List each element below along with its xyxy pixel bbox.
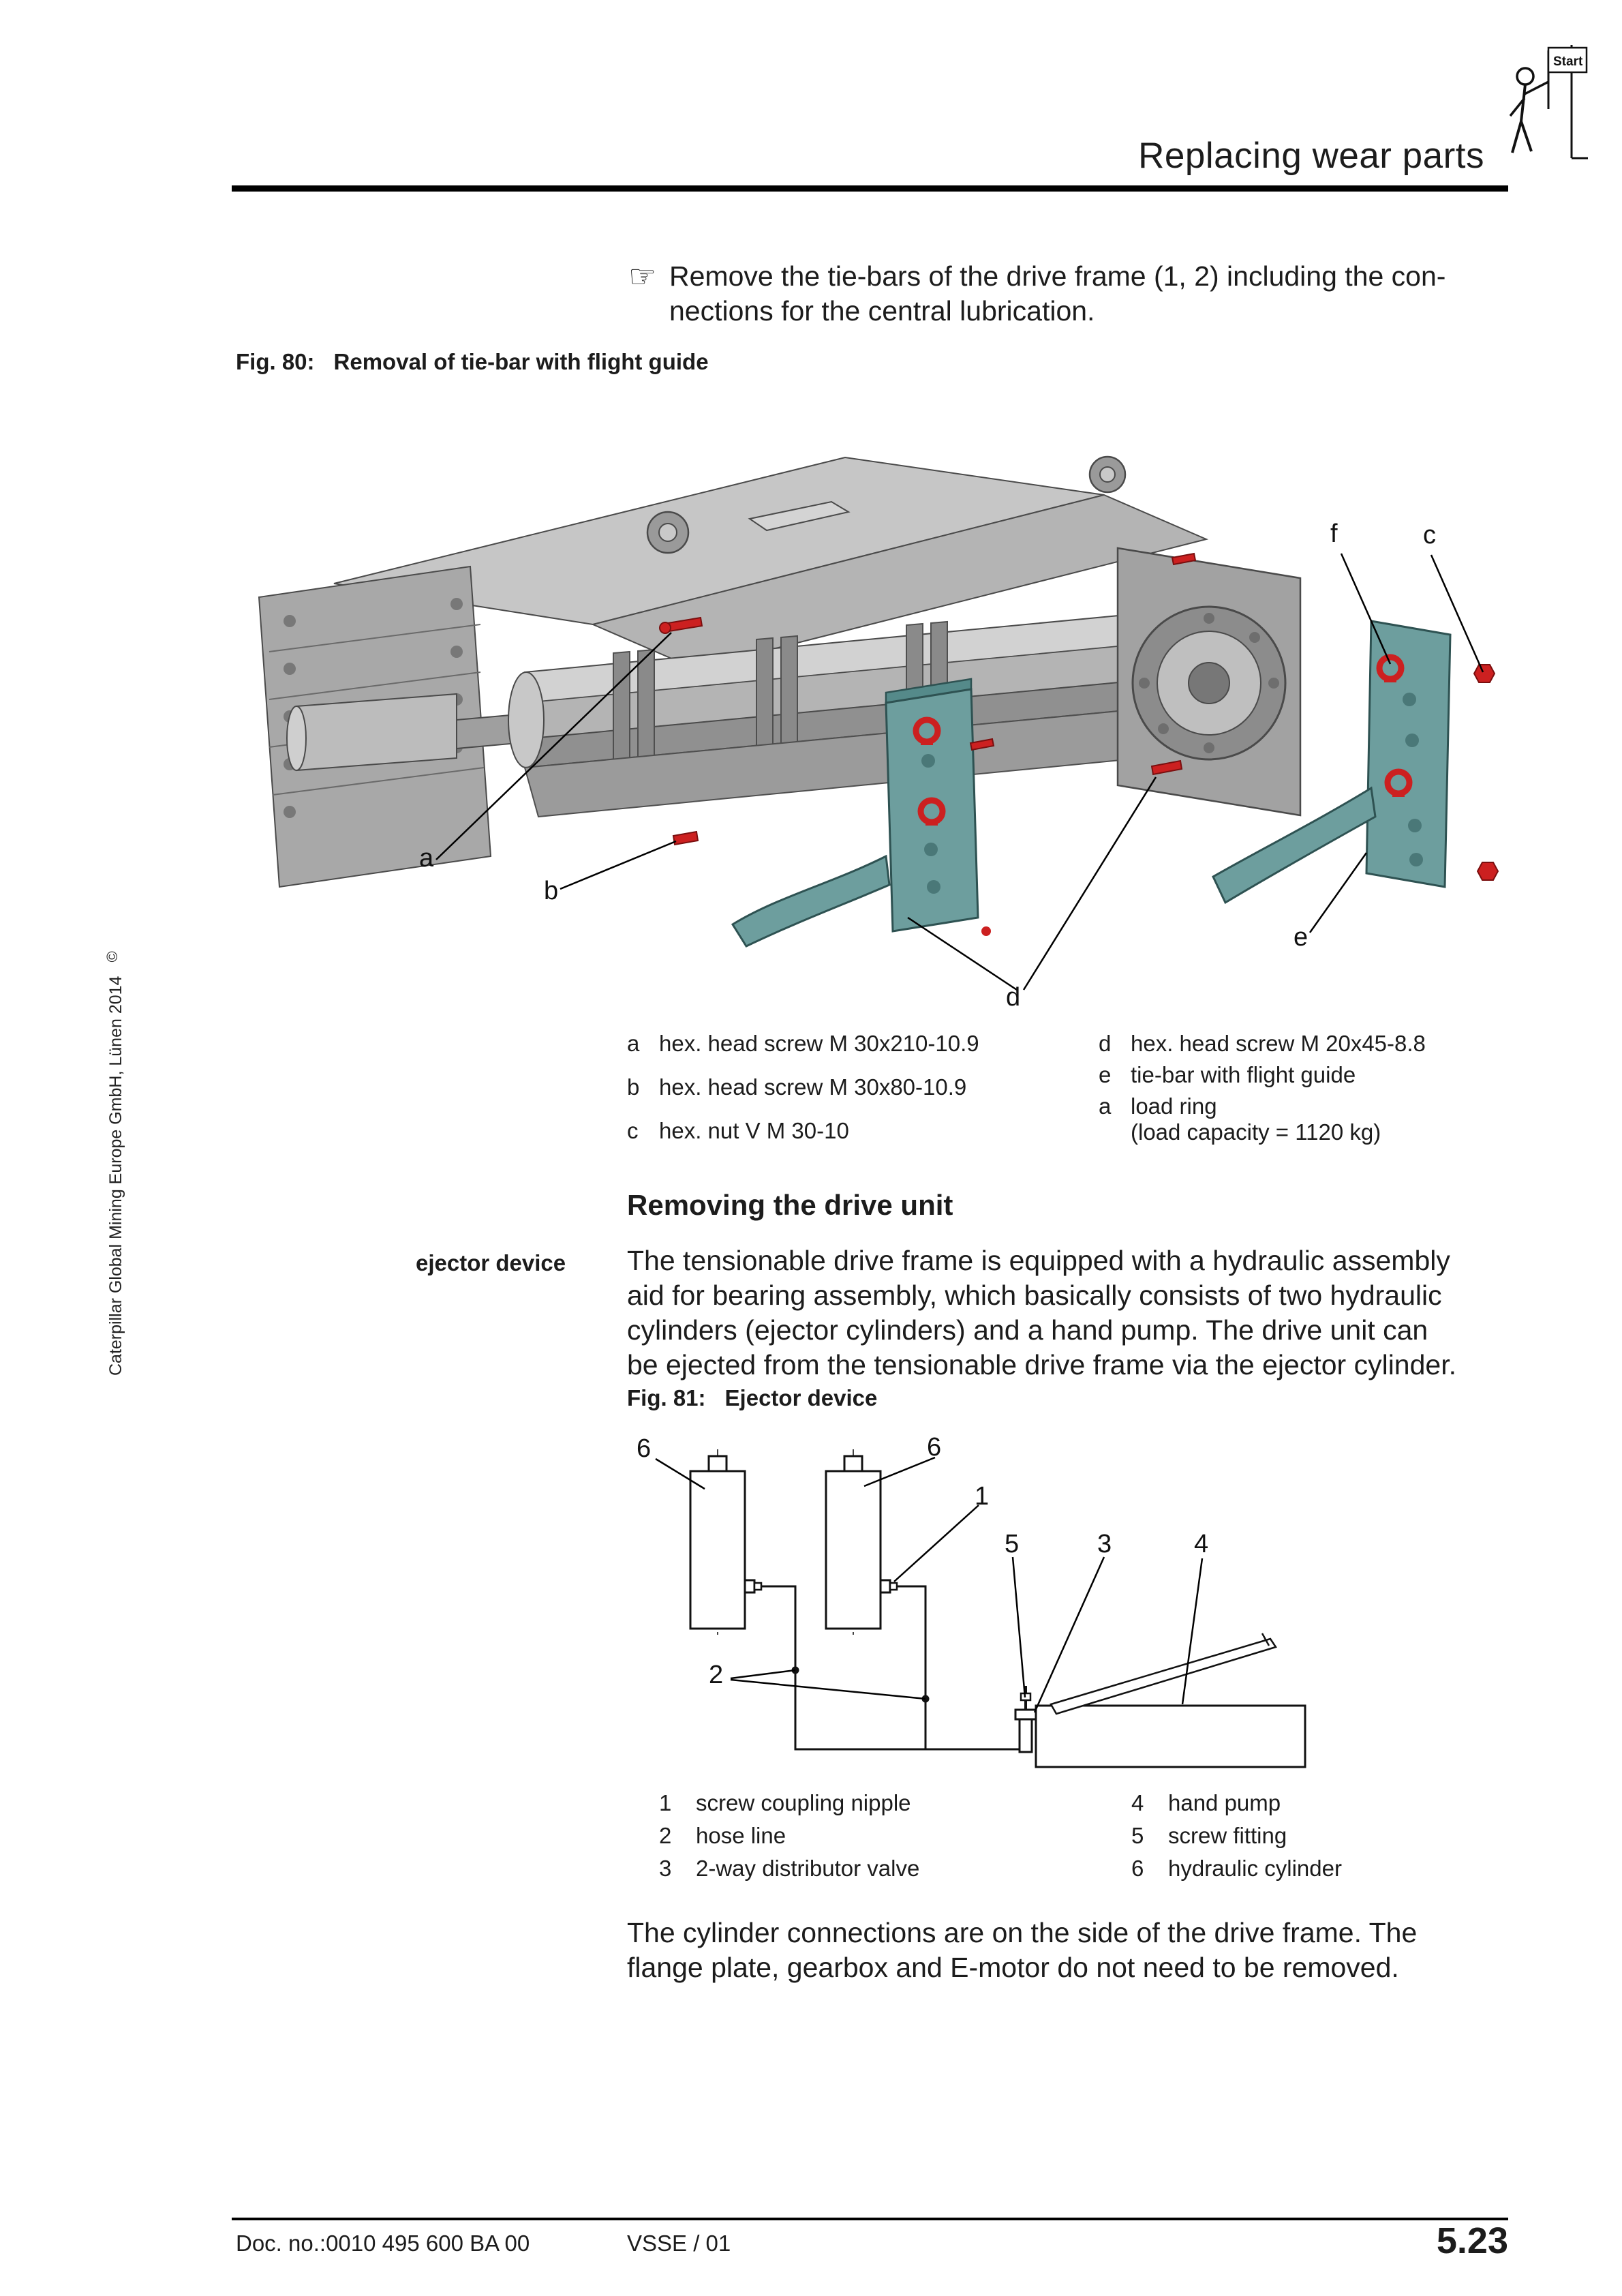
legend-key: 6 [1131, 1856, 1144, 1881]
legend-row [659, 1856, 919, 1882]
legend-row [1099, 1093, 1426, 1119]
legend-row [627, 1118, 979, 1144]
header-rule [232, 185, 1508, 192]
paragraph-line: be ejected from the tensionable drive frame via the ejector cylinder. [627, 1349, 1456, 1380]
fig81-legend-right [1131, 1790, 1342, 1882]
instruction-line: Remove the tie-bars of the drive frame (1, 2) including the con- [669, 260, 1446, 292]
fig80-label-e: e [1294, 923, 1309, 952]
fig80-label-b: b [544, 877, 559, 905]
legend-key: a [1099, 1093, 1112, 1119]
legend-text: hydraulic cylinder [1168, 1856, 1342, 1881]
section-paragraph [627, 1243, 1527, 1383]
fig81-label-4: 4 [1194, 1530, 1209, 1558]
legend-key: c [627, 1118, 639, 1143]
instruction-line: nections for the central lubrication. [669, 295, 1095, 327]
vertical-copyright [104, 951, 126, 1376]
fig80-caption-title: Removal of tie-bar with flight guide [333, 349, 709, 374]
page-title: Replacing wear parts [1138, 136, 1484, 176]
copyright-text: Caterpillar Global Mining Europe GmbH, Lünen 2014 [106, 976, 125, 1376]
fig80-label-d: d [1006, 983, 1021, 1012]
fig80-illustration [232, 379, 1513, 1027]
legend-text: screw coupling nipple [696, 1790, 911, 1815]
paragraph-line: flange plate, gearbox and E-motor do not need to be removed. [627, 1952, 1399, 1983]
fig81-label-5: 5 [1005, 1530, 1020, 1558]
fig81-schematic [627, 1423, 1363, 1781]
legend-row [627, 1074, 979, 1100]
legend-key: 2 [659, 1823, 672, 1848]
legend-key: d [1099, 1031, 1112, 1056]
start-figure-icon [1490, 41, 1591, 183]
instruction-text [669, 259, 1445, 329]
legend-text: hex. head screw M 20x45-8.8 [1131, 1031, 1426, 1056]
legend-row [1099, 1062, 1426, 1088]
legend-text: hex. head screw M 30x80-10.9 [659, 1074, 967, 1100]
fig81-caption-label: Fig. 81: [627, 1385, 706, 1410]
legend-row [1131, 1823, 1342, 1849]
fig80-caption [236, 349, 709, 375]
fig80-legend-right [1099, 1031, 1426, 1145]
legend-row [1131, 1856, 1342, 1882]
legend-key: b [627, 1074, 640, 1100]
legend-key: 3 [659, 1856, 672, 1881]
instruction-block [628, 259, 1528, 329]
fig80-label-f: f [1330, 519, 1338, 548]
legend-key: 5 [1131, 1823, 1144, 1848]
start-flag-label: Start [1553, 55, 1583, 69]
legend-text: load ring [1131, 1093, 1217, 1119]
footer-code: VSSE / 01 [627, 2231, 731, 2256]
legend-text: hex. nut V M 30-10 [659, 1118, 849, 1143]
fig81-label-6-right: 6 [927, 1433, 942, 1462]
margin-label-ejector-device: ejector device [416, 1250, 566, 1275]
footer-doc-number: Doc. no.:0010 495 600 BA 00 [236, 2231, 530, 2256]
legend-text: hand pump [1168, 1790, 1281, 1815]
fig81-label-1: 1 [975, 1482, 990, 1511]
legend-key: e [1099, 1062, 1112, 1087]
paragraph-line: The tensionable drive frame is equipped with a hydraulic assembly [627, 1245, 1450, 1276]
legend-row [627, 1031, 979, 1057]
footer-rule [232, 2218, 1508, 2220]
legend-row [1131, 1790, 1342, 1816]
paragraph-line: cylinders (ejector cylinders) and a hand pump. The drive unit can [627, 1314, 1428, 1346]
legend-note [1131, 1119, 1426, 1145]
legend-text: 2-way distributor valve [696, 1856, 920, 1881]
fig80-legend-left [627, 1031, 979, 1144]
legend-text: tie-bar with flight guide [1131, 1062, 1356, 1087]
closing-paragraph [627, 1916, 1527, 1985]
fig80-figure [232, 379, 1513, 1027]
legend-key: 1 [659, 1790, 672, 1815]
paragraph-line: The cylinder connections are on the side of the drive frame. The [627, 1917, 1418, 1948]
page-number: 5.23 [1436, 2220, 1508, 2261]
legend-row [659, 1790, 919, 1816]
fig81-caption [627, 1385, 877, 1411]
fig80-caption-label: Fig. 80: [236, 349, 315, 374]
fig81-caption-title: Ejector device [724, 1385, 878, 1410]
paragraph-line: aid for bearing assembly, which basically consists of two hydraulic [627, 1280, 1442, 1311]
legend-text: hose line [696, 1823, 786, 1848]
copyright-symbol: © [104, 951, 121, 963]
fig81-figure [627, 1423, 1363, 1781]
legend-text: screw fitting [1168, 1823, 1287, 1848]
legend-row [659, 1823, 919, 1849]
fig81-legend-left [659, 1790, 919, 1882]
legend-row [1099, 1031, 1426, 1057]
legend-key: a [627, 1031, 640, 1056]
fig80-label-c: c [1423, 521, 1436, 549]
legend-note-text: (load capacity = 1120 kg) [1131, 1119, 1381, 1145]
fig81-label-3: 3 [1097, 1530, 1112, 1558]
pointing-hand-icon: ☞ [628, 258, 657, 294]
legend-key: 4 [1131, 1790, 1144, 1815]
section-heading: Removing the drive unit [627, 1189, 953, 1221]
fig80-label-a: a [419, 844, 434, 873]
legend-text: hex. head screw M 30x210-10.9 [659, 1031, 979, 1056]
fig81-label-2: 2 [709, 1661, 724, 1689]
fig81-label-6-left: 6 [637, 1434, 652, 1463]
